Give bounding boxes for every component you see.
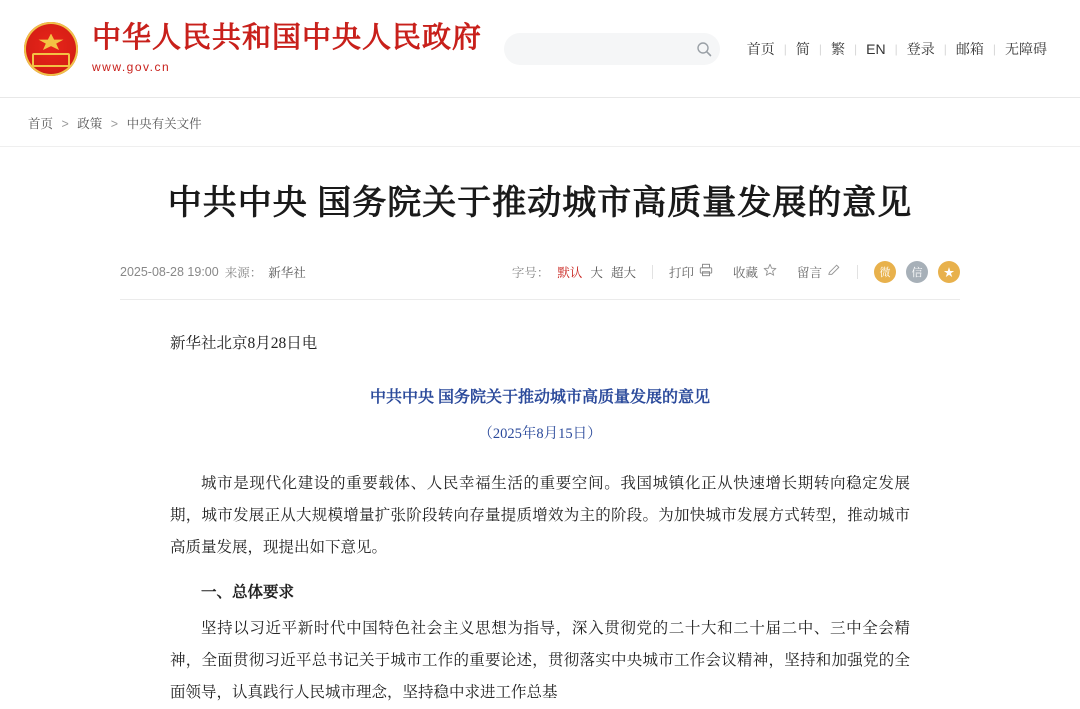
section-heading: 一、总体要求 [201, 584, 295, 602]
page-title: 中共中央 国务院关于推动城市高质量发展的意见 [167, 185, 913, 222]
font-size-large-button[interactable]: 大 [590, 265, 603, 280]
weibo-share-icon[interactable]: 微 [874, 261, 896, 283]
search-input[interactable] [516, 40, 696, 57]
nav-item-home[interactable]: 首页 [746, 40, 775, 57]
wechat-share-icon[interactable]: 信 [906, 261, 928, 283]
source-name: 新华社 [268, 265, 306, 280]
nav-item-accessibility[interactable]: 无障碍 [1005, 40, 1047, 57]
nav-separator: | [818, 41, 823, 56]
favorite-share-icon[interactable]: ★ [938, 261, 960, 283]
font-size-default-button[interactable]: 默认 [557, 265, 583, 280]
font-size-label: 字号： [511, 265, 550, 280]
search-icon[interactable] [696, 41, 712, 57]
source-label: 来源： [224, 265, 263, 280]
nav-item-traditional[interactable]: 繁 [831, 40, 846, 57]
print-label: 打印 [668, 265, 694, 280]
divider [652, 265, 653, 279]
meta-tools [512, 261, 960, 283]
nav-item-mail[interactable]: 邮箱 [955, 40, 984, 57]
brand-text [92, 23, 482, 74]
breadcrumb-item-central-documents[interactable]: 中央有关文件 [126, 117, 202, 131]
breadcrumb-separator: > [61, 117, 69, 131]
search-box[interactable] [504, 33, 720, 65]
font-size-extra-large-button[interactable]: 超大 [610, 265, 636, 280]
publish-datetime: 2025-08-28 19:00 [120, 264, 219, 279]
nav-item-simplified[interactable]: 简 [795, 40, 810, 57]
meta-left [120, 263, 306, 281]
site-brand[interactable] [24, 22, 482, 76]
nav-separator: | [943, 41, 947, 56]
font-size-group [512, 263, 636, 281]
nav-separator: | [992, 41, 996, 56]
star-icon [763, 263, 777, 280]
national-emblem-icon [24, 22, 78, 76]
dateline: 新华社北京8月28日电 [170, 334, 318, 352]
article [120, 147, 960, 709]
nav-separator: | [894, 41, 898, 56]
paragraph: 城市是现代化建设的重要载体、人民幸福生活的重要空间。我国城镇化正从快速增长期转向稳定发展期，城市发展正从大规模增量扩张阶段转向存量提质增效为主的阶段。为加快城市发展方式转型，推动城市高质量发展，现提出如下意见。 [170, 475, 910, 556]
document-date: （2025年8月15日） [478, 426, 602, 443]
comment-label: 留言 [796, 265, 822, 280]
pencil-icon [827, 263, 841, 280]
nav-separator: | [854, 41, 858, 56]
nav-item-login[interactable]: 登录 [906, 40, 935, 57]
breadcrumb-item-home[interactable]: 首页 [28, 117, 54, 131]
nav-separator: | [783, 41, 787, 56]
breadcrumb-separator: > [110, 117, 119, 131]
nav-item-english[interactable]: EN [866, 40, 886, 57]
breadcrumb [0, 98, 1080, 147]
article-meta-bar [120, 261, 960, 300]
brand-title: 中华人民共和国中央人民政府 [92, 22, 483, 55]
document-heading: 中共中央 国务院关于推动城市高质量发展的意见 [369, 388, 710, 406]
favorite-label: 收藏 [732, 265, 758, 280]
site-header [0, 0, 1080, 98]
share-group [874, 261, 960, 283]
comment-button[interactable] [797, 263, 841, 281]
divider [857, 265, 858, 279]
header-nav [738, 39, 1056, 59]
header-right [504, 33, 1056, 65]
article-body [170, 300, 910, 709]
paragraph: 坚持以习近平新时代中国特色社会主义思想为指导，深入贯彻党的二十大和二十届二中、三中全会精神，全面贯彻习近平总书记关于城市工作的重要论述，贯彻落实中央城市工作会议精神，坚持和加强党的全面领导，认真践行人民城市理念，坚持稳中求进工作总基 [170, 620, 910, 701]
breadcrumb-item-policy[interactable]: 政策 [77, 117, 103, 131]
favorite-button[interactable] [733, 263, 777, 281]
print-button[interactable] [669, 263, 713, 281]
brand-subtitle: www.gov.cn [92, 59, 171, 74]
printer-icon [699, 263, 713, 280]
